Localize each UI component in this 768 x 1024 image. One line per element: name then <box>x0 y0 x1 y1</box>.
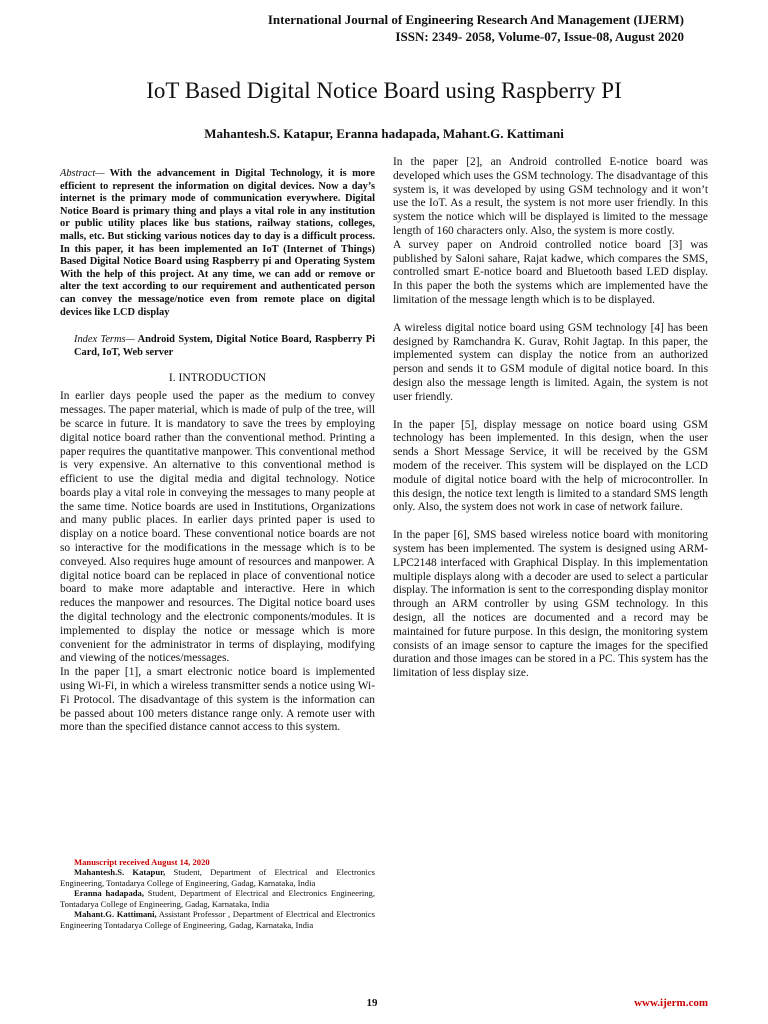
intro-paragraph-1: In earlier days people used the paper as the medium to convey messages. The paper material, which is made of pulp of the tree, will be scarce in future. It is mandatory to save the trees by employing digital notice board rather than the conventional method. Printing a paper requires the quantitative manpower. This conventional method is very expensive. An alternative to this conventional method is efficient to use the digital media and digital technology. Notice boards play a vital role in conveying the messages to many people at the same time. Notice boards are used in Institutions, Organizations and many public places. In earlier days printed paper is used to display on a notice board. These conventional notice boards are not so interactive for the modifications in the message which is to be conveyed. Also requires huge amount of resources and manpower. A digital notice board can be replaced in place of conventional notice board to make more adaptable and interactive. Here in which reduces the manpower and resources. The Digital notice board uses the digital technology and the electronic components/modules. It is implemented to display the notice or message which is more convenient for the administrator in terms of displaying, modifying and viewing of the notices/messages. <box>60 390 375 665</box>
author-note-3-name: Mahant.G. Kattimani, <box>74 909 157 920</box>
paragraph-gap <box>393 405 708 419</box>
author-footnotes <box>60 857 375 931</box>
abstract-text: With the advancement in Digital Technology, it is more efficient to represent the information on digital devices. Now a day’s internet is the primary mode of communication everywhere. Digital Notice Board is primary thing and plays a vital role in any institution or public utility places like bus stations, railway stations, colleges, malls, etc. But sticking various notices day to day is a difficult process. In this paper, it has been implemented an IoT (Internet of Things) Based Digital Notice Board using Raspberry pi and Operating System With the help of this project. At any time, we can add or remove or alter the text according to our requirement and authenticated person can convey the message/notice even from remote place on digital devices like LCD display <box>60 168 375 318</box>
right-paragraph-1: In the paper [2], an Android controlled E-notice board was developed which uses the GSM technology. The disadvantage of this system is, it was developed by using GSM technology and it won’t use the IoT. As a result, the system is not more user friendly. In this system the notice which will be displayed is limited to the message length of 160 characters only. Also, the system is more costly. <box>393 156 708 237</box>
right-column <box>393 156 708 681</box>
index-terms-label: Index Terms— <box>74 334 135 346</box>
right-paragraph-5: In the paper [6], SMS based wireless notice board with monitoring system has been implemented. The system is designed using ARM-LPC2148 interfaced with Graphical Display. In this implementation multiple displays along with a decoder are used to select a particular display. The information is sent to the corresponding display monitor through an ARM controller by using GSM technology. In this design, all the notices are documented and a record may be maintained for future purpose. In this design, the monitoring system consists of an image sensor to capture the images for the specified duration and those images can be stored in a PC. This system has the limitation of less display size. <box>393 529 708 680</box>
right-paragraph-3: A wireless digital notice board using GSM technology [4] has been designed by Ramchandra K. Gurav, Rohit Jagtap. In this paper, the implemented system can display the notice from an authorized person and sends it to GSM module of digital notice board. In this design also the message length is limited. Again, the system is not user friendly. <box>393 321 708 403</box>
journal-header <box>268 11 684 45</box>
journal-url[interactable]: www.ijerm.com <box>634 997 708 1009</box>
right-paragraph-2: A survey paper on Android controlled notice board [3] was published by Saloni sahare, Rajat kadwe, which compares the SMS, controlled smart E-notice board and Bluetooth based LED display. In this paper the both the systems which are implemented have the limitation of the message length which is to be displayed. <box>393 238 708 306</box>
author-note-2-name: Eranna hadapada, <box>74 888 144 899</box>
paragraph-gap <box>393 515 708 529</box>
author-note-2-text: Student, Department of Electrical and Electronics Engineering, Tontadarya College of Engineering, Gadag, Karnataka, India <box>60 888 375 909</box>
index-terms <box>60 334 375 359</box>
abstract <box>60 168 375 319</box>
left-column <box>60 168 375 735</box>
intro-paragraph-2: In the paper [1], a smart electronic notice board is implemented using Wi-Fi, in which a wireless transmitter sends a notice using Wi-Fi Protocol. The disadvantage of this system is the information can be passed about 100 meters distance range only. A remote user with more than the specified distance cannot access to this system. <box>60 666 375 734</box>
paragraph-gap <box>393 308 708 322</box>
page-number: 19 <box>366 997 378 1009</box>
author-note-3-text: Assistant Professor , Department of Electrical and Electronics Engineering Tontadarya College of Engineering, Gadag, Karnataka, India <box>60 909 375 930</box>
section-heading-introduction: I. INTRODUCTION <box>168 371 267 385</box>
journal-name: International Journal of Engineering Research And Management (IJERM) <box>267 12 684 27</box>
author-note-1-text: Student, Department of Electrical and Electronics Engineering, Tontadarya College of Engineering, Gadag, Karnataka, India <box>60 867 375 888</box>
paper-title: IoT Based Digital Notice Board using Raspberry PI <box>146 78 622 103</box>
author-note-2 <box>60 888 375 909</box>
right-paragraph-4: In the paper [5], display message on notice board using GSM technology has been implemented. In this design, when the user sends a Short Message Service, it will be received by the GSM modem of the receiver. This system will be displayed on the LCD module of digital notice board with the help of microcontroller. In this design, the notice text length is limited to a standard SMS length only. Also, the system does not work in case of network failure. <box>393 418 708 514</box>
author-note-1 <box>60 867 375 888</box>
abstract-label: Abstract— <box>60 168 105 179</box>
author-note-1-name: Mahantesh.S. Katapur, <box>74 867 166 877</box>
index-terms-text: Android System, Digital Notice Board, Raspberry Pi Card, IoT, Web server <box>74 334 375 358</box>
manuscript-received: Manuscript received August 14, 2020 <box>74 857 210 867</box>
journal-issn: ISSN: 2349- 2058, Volume-07, Issue-08, August 2020 <box>395 29 684 44</box>
author-note-3 <box>60 909 375 930</box>
paper-authors: Mahantesh.S. Katapur, Eranna hadapada, Mahant.G. Kattimani <box>204 126 564 141</box>
